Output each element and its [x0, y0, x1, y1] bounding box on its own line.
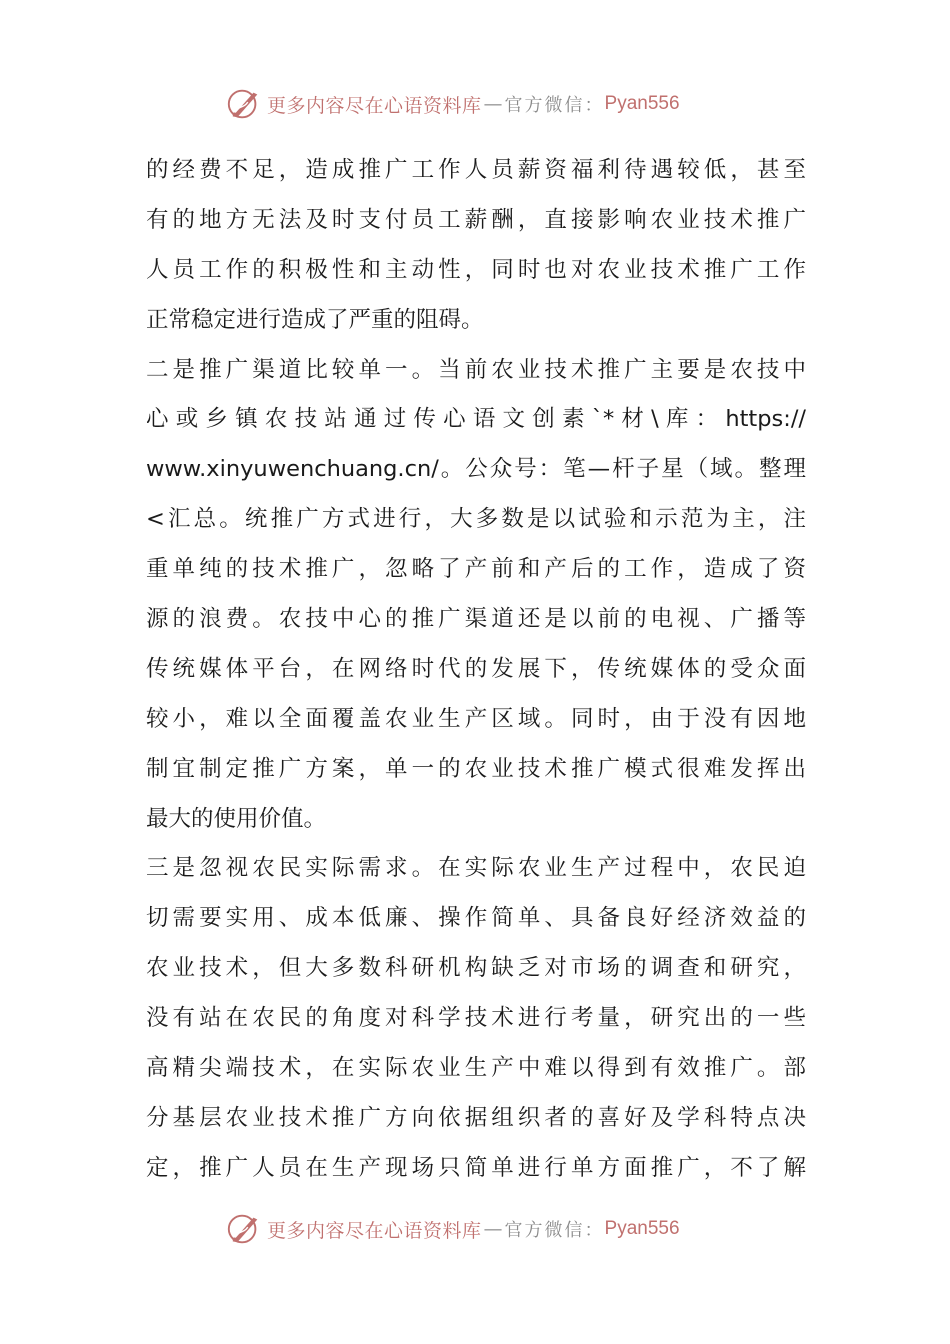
text-line: 高精尖端技术，在实际农业生产中难以得到有效推广。部: [146, 1055, 806, 1082]
quill-logo-icon: [225, 85, 263, 123]
text-line: 分基层农业技术推广方向依据组织者的喜好及学科特点决: [146, 1104, 806, 1131]
text-line: 定，推广人员在生产现场只简单进行单方面推广，不了解: [146, 1154, 806, 1181]
footer-wechat-label: 官方微信：: [504, 1220, 605, 1241]
text-line: 正常稳定进行造成了严重的阻碍。: [146, 306, 484, 333]
header-banner: [225, 84, 680, 124]
text-line: 较小，难以全面覆盖农业生产区域。同时，由于没有因地: [146, 705, 806, 732]
text-line: 有的地方无法及时支付员工薪酬，直接影响农业技术推广: [146, 206, 806, 233]
footer-site-text: 更多内容尽在心语资料库: [267, 1219, 482, 1242]
document-body: [146, 146, 806, 1194]
text-line: <汇总。统推广方式进行，大多数是以试验和示范为主，注: [146, 506, 806, 533]
text-line: 重单纯的技术推广，忽略了产前和产后的工作，造成了资: [146, 556, 806, 583]
text-line: 源的浪费。农技中心的推广渠道还是以前的电视、广播等: [146, 606, 806, 633]
text-line: 传统媒体平台，在网络时代的发展下，传统媒体的受众面: [146, 655, 806, 682]
text-line: 心或乡镇农技站通过传心语文创素`*材\库：https://: [146, 406, 806, 433]
footer-dash: —: [483, 1218, 503, 1240]
header-site-text: 更多内容尽在心语资料库: [267, 94, 482, 117]
header-wechat-label: 官方微信：: [504, 95, 605, 116]
text-line: 农业技术，但大多数科研机构缺乏对市场的调查和研究，: [146, 955, 806, 982]
header-dash: —: [483, 93, 503, 115]
text-line: 三是忽视农民实际需求。在实际农业生产过程中，农民迫: [146, 855, 806, 882]
text-line: www.xinyuwenchuang.cn/。公众号：笔—杆子星（域。整理: [146, 456, 806, 483]
text-line: 制宜制定推广方案，单一的农业技术推广模式很难发挥出: [146, 755, 806, 782]
text-line: 的经费不足，造成推广工作人员薪资福利待遇较低，甚至: [146, 157, 806, 183]
header-wechat-id: Pyan556: [604, 93, 680, 114]
text-line: 人员工作的积极性和主动性，同时也对农业技术推广工作: [146, 256, 806, 283]
text-line: 二是推广渠道比较单一。当前农业技术推广主要是农技中: [146, 356, 806, 383]
footer-banner: [225, 1209, 680, 1249]
footer-wechat-id: Pyan556: [604, 1218, 680, 1239]
quill-logo-icon: [225, 1210, 263, 1248]
text-line: 没有站在农民的角度对科学技术进行考量，研究出的一些: [146, 1005, 806, 1032]
text-line: 切需要实用、成本低廉、操作简单、具备良好经济效益的: [146, 905, 806, 932]
text-line: 最大的使用价值。: [146, 805, 327, 832]
